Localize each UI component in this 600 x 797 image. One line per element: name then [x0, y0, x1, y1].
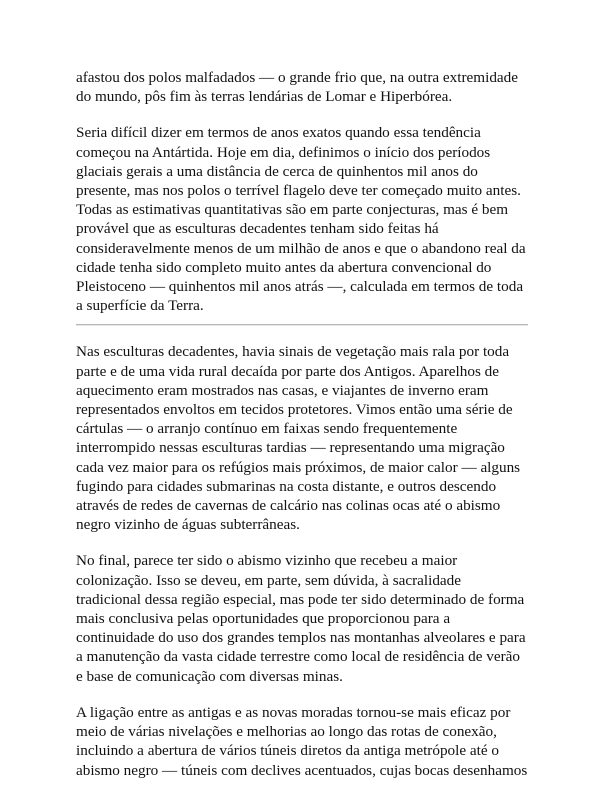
paragraph-2: Seria difícil dizer em termos de anos exatos quando essa tendência começou na Antártida. Hoje em dia, definimos o início dos períodos glaciais gerais a uma distância de cerca de quinhentos mil anos do presente, mas nos polos o terrível flagelo deve ter começado muito antes. Todas as estimativas quantitativas são em parte conjecturas, mas é bem provável que as esculturas decadentes tenham sido feitas há consideravelmente menos de um milhão de anos e que o abandono real da cidade tenha sido completo muito antes da abertura convencional do Pleistoceno — quinhentos mil anos atrás —, calculada em termos de toda a superfície da Terra. — [76, 124, 526, 315]
paragraph-5: A ligação entre as antigas e as novas moradas tornou-se mais eficaz por meio de várias nivelações e melhorias ao longo das rotas de conexão, incluindo a abertura de vários túneis diretos da antiga metrópole até o abismo negro — túneis com declives acentuados, cujas bocas desenhamos — [76, 703, 528, 779]
section-divider — [76, 324, 528, 326]
paragraph-3: Nas esculturas decadentes, havia sinais de vegetação mais rala por toda parte e de uma vida rural decaída por parte dos Antigos. Aparelhos de aquecimento eram mostrados nas casas, e viajantes de inverno eram representados envoltos em tecidos protetores. Vimos então uma série de cártulas — o arranjo contínuo em faixas sendo frequentemente interrompido nessas esculturas tardias — representando uma migração cada vez maior para os refúgios mais próximos, de maior calor — alguns fugindo para cidades submarinas na costa distante, e outros descendo através de redes de cavernas de calcário nas colinas ocas até o abismo negro vizinho de águas subterrâneas. — [76, 343, 521, 534]
document-body — [76, 68, 528, 797]
paragraph-4: No final, parece ter sido o abismo vizinho que recebeu a maior colonização. Isso se deveu, em parte, sem dúvida, à sacralidade tradicional dessa região especial, mas pode ter sido determinado de forma mais conclusiva pelas oportunidades que proporcionou para a continuidade do uso dos grandes templos nas montanhas alveolares e para a manutenção da vasta cidade terrestre como local de residência de verão e base de comunicação com diversas minas. — [76, 552, 526, 685]
paragraph-1: afastou dos polos malfadados — o grande frio que, na outra extremidade do mundo, pôs fim às terras lendárias de Lomar e Hiperbórea. — [76, 69, 518, 106]
